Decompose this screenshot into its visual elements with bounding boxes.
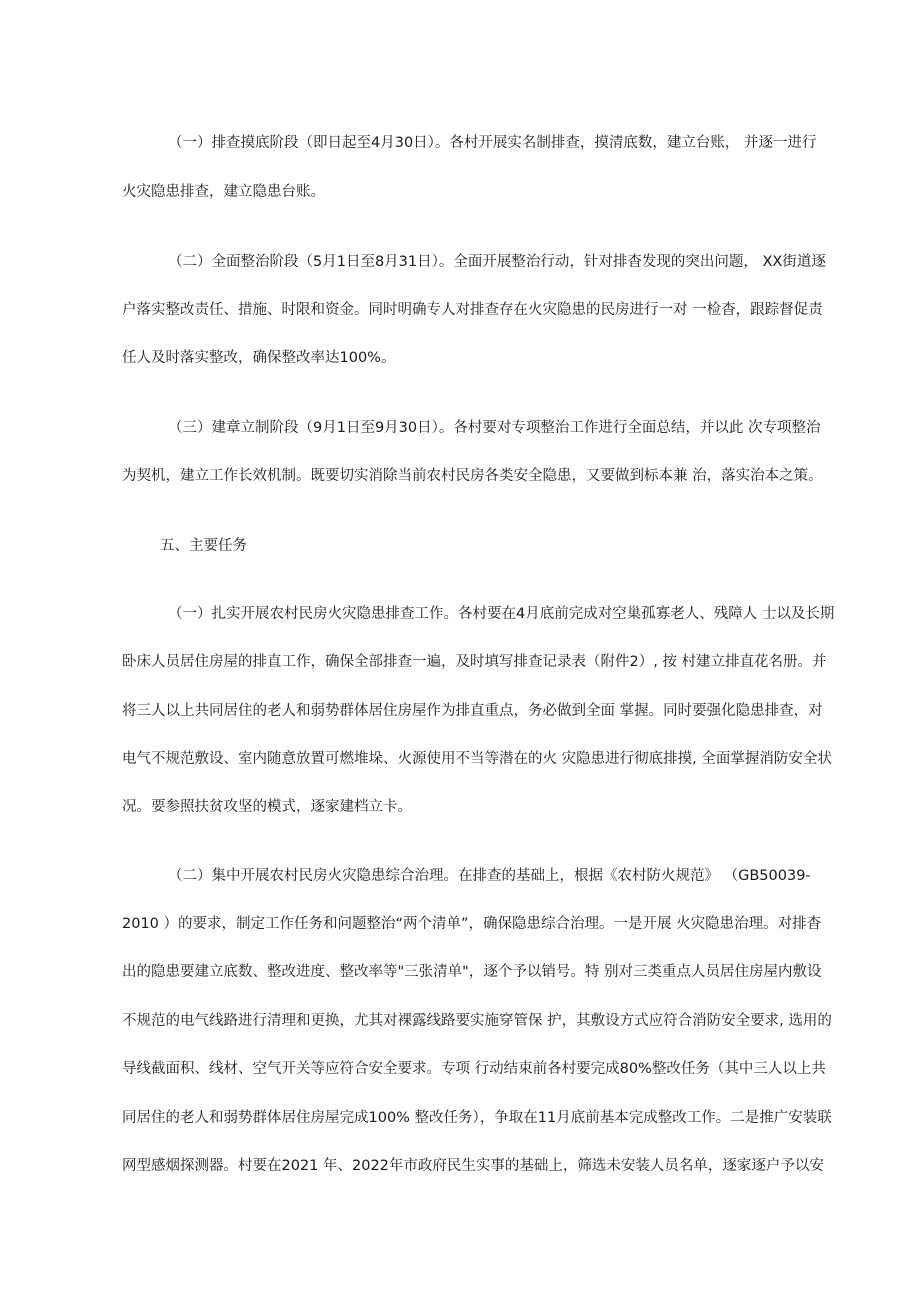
task2-line6: 同居住的老人和弱势群体居住房屋完成100% 整改任务），争取在11月底前基本完成整改工作。二是推广安装联: [122, 1110, 832, 1126]
task1-line5: 况。要参照扶贫攻坚的模式，逐家建档立卡。: [122, 799, 412, 815]
phase2-line1: （二）全面整治阶段（5月1日至8月31日）。全面开展整治行动，针对排杳发现的突出问题， XX街道逐: [168, 254, 826, 270]
task2-line1: （二）集中开展农村民房火灾隐患综合治理。在排查的基础上，根据《农村防火规范》 （GB50039-: [168, 868, 811, 884]
phase2-line2: 户落实整改责任、措施、时限和资金。同时明确专人对排查存在火灾隐患的民房进行一对 一检杳，跟踪督促责: [122, 302, 823, 318]
task2-line3: 出的隐患要建立底数、整改进度、整改率等"三张清单"，逐个予以销号。特 别对三类重点人员居住房屋内敷设: [122, 964, 822, 980]
phase1-line2: 火灾隐患排查，建立隐患台账。: [122, 184, 325, 200]
phase2-line3: 任人及时落实整改，确保整改率达100%。: [122, 350, 396, 366]
task2-line4: 不规范的电气线路进行清理和更换，尤其对裸露线路要实施穿管保 护，其敷设方式应符合消防安全要求, 选用的: [122, 1013, 832, 1029]
phase1-line1: （一）排查摸底阶段（即日起至4月30日）。各村开展实名制排查，摸清底数，建立台账， 并逐一进行: [168, 135, 817, 151]
task2-line7: 网型感烟探测器。村要在2021 年、2022年市政府民生实事的基础上，筛选未安装人员名单，逐家逐户予以安: [122, 1158, 824, 1174]
task1-line2: 卧床人员居住房屋的排直工作，确保全部排查一遍，及时填写排查记录表（附件2）, 按 村建立排直花名册。并: [122, 654, 827, 670]
phase3-line1: （三）建章立制阶段（9月1日至9月30日）。各村要对专项整治工作进行全面总结，并以此 次专项整治: [168, 420, 821, 436]
task1-line1: （一）扎实开展农村民房火灾隐患排查工作。各村要在4月底前完成对空巢孤寡老人、残障人 士以及长期: [168, 606, 835, 622]
task1-line4: 电气不规范敷设、室内随意放置可燃堆垛、火源使用不当等潜在的火 灾隐患进行彻底排摸, 全面掌握消防安全状: [122, 751, 832, 767]
section-heading: 五、主要任务: [160, 538, 247, 554]
task1-line3: 将三人以上共同居住的老人和弱势群体居住房屋作为排直重点，务必做到全面 掌握。同时要强化隐患排查，对: [122, 703, 823, 719]
task2-line5: 导线截面积、线材、空气开关等应符合安全要求。专项 行动结束前各村要完成80%整改任务（其中三人以上共: [122, 1061, 826, 1077]
task2-line2: 2010 ）的要求，制定工作任务和问题整治“两个清单”，确保隐患综合治理。一是开展 火灾隐患治理。对排杳: [122, 916, 822, 932]
phase3-line2: 为契机，建立工作长效机制。既要切实消除当前农村民房各类安全隐患，又要做到标本兼 治，落实治本之策。: [122, 468, 823, 484]
